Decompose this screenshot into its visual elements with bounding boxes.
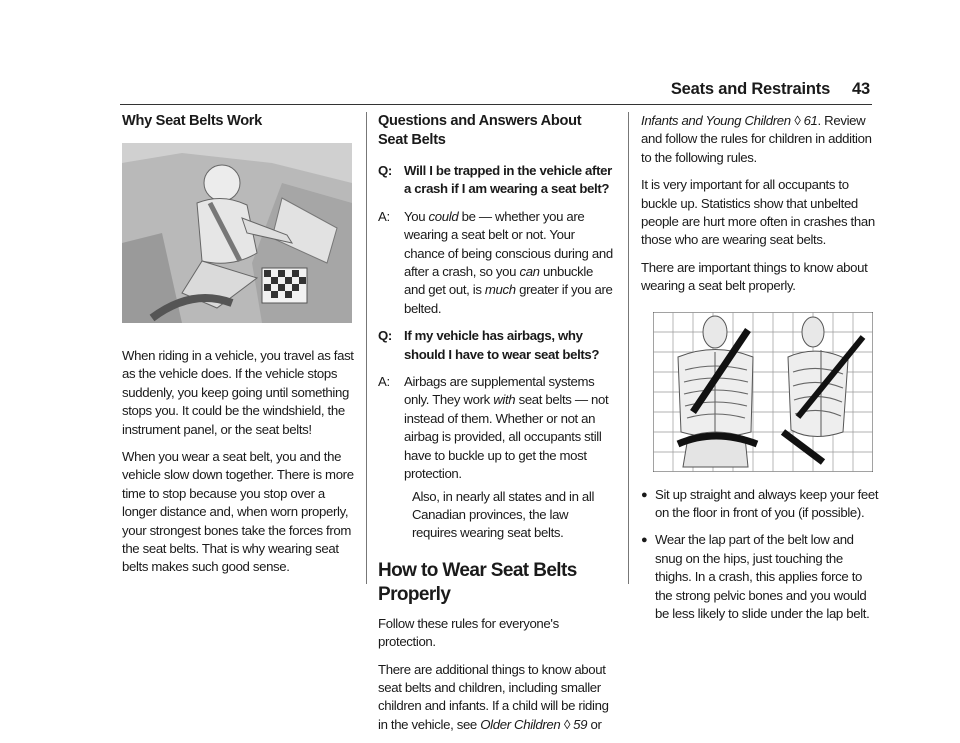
infants-link[interactable]: Infants and Young Children	[641, 113, 791, 128]
answer-text-part: be — whether you are wearing a seat belt or not. Your chance of being conscious during and after a crash, so you	[404, 208, 613, 280]
heading-why-seat-belts-work: Why Seat Belts Work	[122, 113, 263, 129]
bullet-dot: ●	[641, 534, 648, 547]
column-2	[378, 112, 614, 743]
section-title: Seats and Restraints	[670, 80, 831, 98]
answer-text-part: seat belts — not instead of them. Whether or not an airbag is provided, all occupants still have to buckle up to get the most protection.	[404, 392, 609, 482]
paragraph: When you wear a seat belt, you and the vehicle slow down together. There is more time to stop because you stop over a longer distance and, when worn properly, your strongest bones take the forces from the seat belts. That is why wearing seat belts makes such good sense.	[122, 449, 354, 575]
heading-questions-answers: Questions and Answers About Seat Belts	[378, 113, 582, 148]
column-divider-1	[366, 112, 367, 584]
answer-text	[404, 373, 614, 483]
paragraph	[378, 661, 614, 735]
q-label: Q:	[378, 328, 392, 344]
emphasis: could	[428, 208, 459, 224]
paragraph: When riding in a vehicle, you travel as fast as the vehicle does. If the vehicle stops suddenly, you keep going until something stops you. It could be the windshield, the instrument panel, or the seat belts!	[122, 348, 354, 437]
older-children-link[interactable]: Older Children	[480, 716, 561, 732]
question-1	[378, 162, 614, 199]
answer-1	[378, 208, 614, 318]
answer-text	[404, 208, 614, 318]
header-rule	[120, 104, 872, 105]
answer-2-extra: Also, in nearly all states and in all Canadian provinces, the law requires wearing seat belts.	[412, 488, 595, 541]
bullet-item	[641, 531, 881, 623]
bullet-item	[641, 486, 881, 523]
paragraph-text: . Review and follow the rules for children in addition to the following rules.	[641, 113, 872, 165]
answer-text-part: unbuckle and get out, is	[404, 264, 593, 298]
page-ref: ◊ 59	[563, 716, 588, 732]
heading-how-to-wear: How to Wear Seat Belts Properly	[378, 559, 577, 605]
emphasis: can	[519, 264, 540, 280]
bullet-text: Wear the lap part of the belt low and snug on the hips, just touching the thighs. In a crash, this applies force to the strong pelvic bones and you would be less likely to slide under the lap belt.	[655, 532, 870, 622]
answer-text-part: greater if you are belted.	[404, 282, 613, 316]
emphasis: with	[493, 392, 516, 408]
a-label: A:	[378, 374, 390, 390]
page-header	[671, 80, 870, 99]
paragraph-text: There are additional things to know about seat belts and children, including smaller children and infants. If a child will be riding in the vehicle, see	[378, 661, 609, 732]
paragraph	[641, 112, 881, 167]
question-text: Will I be trapped in the vehicle after a crash if I am wearing a seat belt?	[404, 163, 612, 197]
paragraph: There are important things to know about wearing a seat belt properly.	[641, 259, 868, 294]
column-1	[122, 112, 354, 586]
a-label: A:	[378, 208, 390, 224]
paragraph: Follow these rules for everyone's protection.	[378, 615, 559, 650]
paragraph-text: or	[587, 716, 602, 732]
page-ref: ◊ 61	[794, 113, 818, 128]
bullet-text: Sit up straight and always keep your feet on the floor in front of you (if possible).	[655, 486, 879, 521]
seat-belt-skeleton-illustration	[653, 312, 873, 472]
crash-dummy-illustration	[122, 143, 352, 323]
question-2	[378, 327, 614, 364]
bullet-dot: ●	[641, 488, 648, 501]
question-text: If my vehicle has airbags, why should I have to wear seat belts?	[404, 328, 600, 362]
column-3	[641, 112, 881, 633]
page-number: 43	[852, 80, 870, 98]
q-label: Q:	[378, 163, 392, 178]
emphasis: much	[484, 282, 516, 298]
answer-text-part: You	[404, 208, 429, 224]
answer-2	[378, 373, 614, 483]
column-divider-2	[628, 112, 629, 584]
paragraph: It is very important for all occupants to buckle up. Statistics show that unbelted people are hurt more often in crashes than those who are wearing seat belts.	[641, 177, 875, 248]
answer-text-part: Airbags are supplemental systems only. They work	[404, 374, 595, 408]
